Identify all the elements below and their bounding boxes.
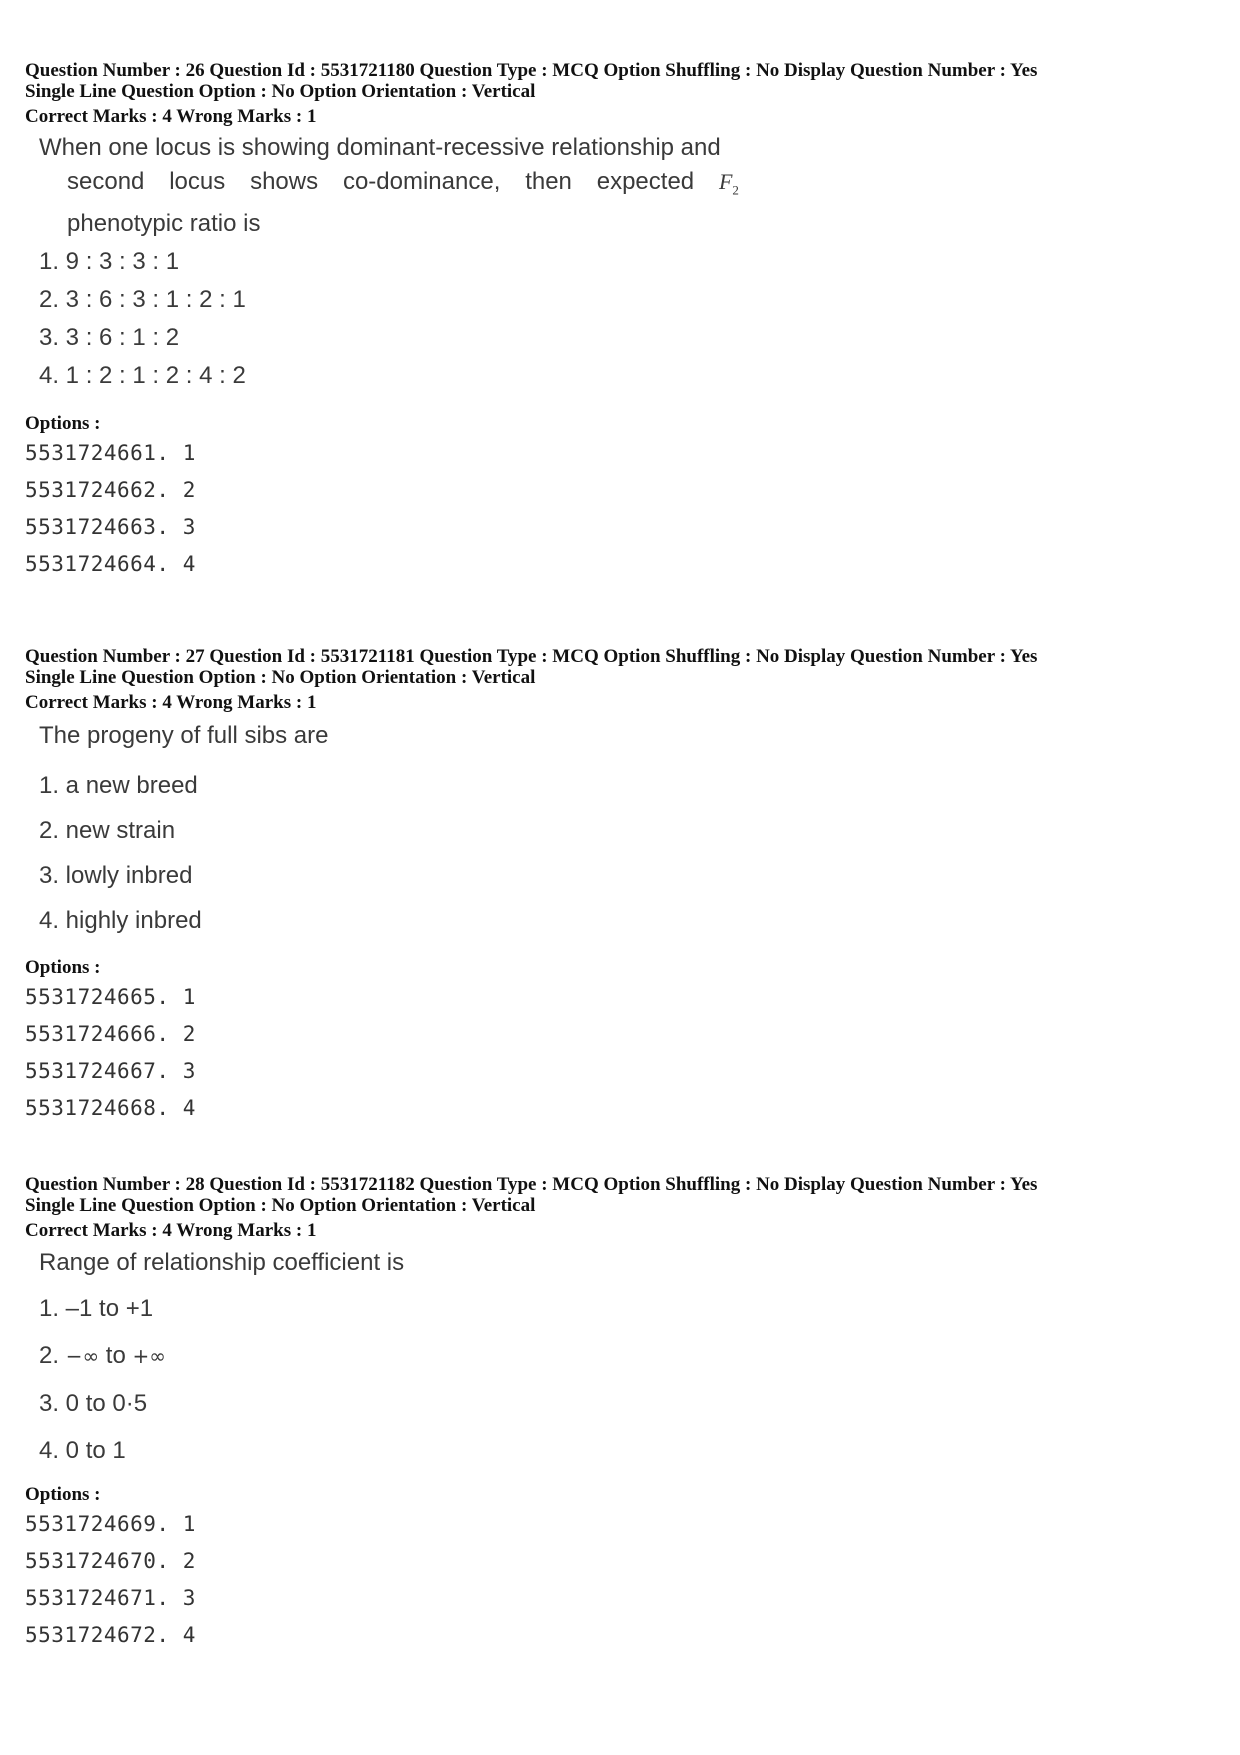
question-text (39, 1245, 1215, 1281)
marks-line: Correct Marks : 4 Wrong Marks : 1 (25, 692, 317, 713)
choice-item: 1. 9 : 3 : 3 : 1 (39, 248, 180, 276)
word: locus (169, 168, 226, 195)
question-text-line-2 (39, 165, 739, 207)
choice-item: 3. 0 to 0·5 (39, 1390, 148, 1417)
minus-infinity-symbol: −∞ (65, 1344, 100, 1368)
option-item: 5531724666. 2 (25, 1022, 196, 1046)
question-text (39, 717, 1215, 755)
question-text-line-1: Range of relationship coefficient is (39, 1249, 405, 1276)
marks-line: Correct Marks : 4 Wrong Marks : 1 (25, 106, 317, 127)
option-item: 5531724667. 3 (25, 1059, 196, 1083)
question-text-line-1: When one locus is showing dominant-recessive relationship and (39, 134, 721, 161)
options-title: Options : (25, 413, 101, 435)
question-body (39, 717, 1215, 943)
option-item: 5531724664. 4 (25, 552, 196, 577)
option-item: 5531724665. 1 (25, 985, 196, 1009)
options-list (25, 435, 1215, 583)
choice-item: 2. new strain (39, 817, 176, 844)
choice-word: to (105, 1342, 126, 1369)
option-item: 5531724669. 1 (25, 1512, 196, 1536)
choice-item: 1. –1 to +1 (39, 1295, 154, 1322)
choice-item: 2. 3 : 6 : 3 : 1 : 2 : 1 (39, 286, 246, 314)
options-title: Options : (25, 1484, 101, 1505)
question-meta (25, 646, 1215, 713)
meta-line-1: Question Number : 26 Question Id : 5531721180 Question Type : MCQ Option Shuffling : No Display Question Number : Yes (25, 60, 1038, 81)
options-list (25, 1506, 1215, 1654)
word: co-dominance, (342, 168, 501, 195)
marks-line: Correct Marks : 4 Wrong Marks : 1 (25, 1220, 317, 1241)
option-item: 5531724670. 2 (25, 1549, 196, 1573)
choice-item: 4. 1 : 2 : 1 : 2 : 4 : 2 (39, 362, 246, 390)
meta-line-2: Single Line Question Option : No Option Orientation : Vertical (25, 81, 536, 102)
choice-list (39, 763, 1215, 943)
question-meta (25, 1174, 1215, 1241)
question-28 (25, 1174, 1215, 1654)
choice-item: 1. a new breed (39, 772, 198, 799)
word: then (525, 168, 572, 195)
choice-list (39, 243, 1215, 395)
option-item: 5531724668. 4 (25, 1096, 196, 1120)
word: expected (596, 168, 695, 195)
question-body (39, 1245, 1215, 1474)
choice-item (39, 1332, 1215, 1380)
option-item: 5531724662. 2 (25, 478, 196, 503)
option-item: 5531724661. 1 (25, 441, 196, 466)
question-text-line-1: The progeny of full sibs are (39, 722, 329, 749)
meta-line-1: Question Number : 27 Question Id : 5531721181 Question Type : MCQ Option Shuffling : No Display Question Number : Yes (25, 646, 1038, 667)
f2-symbol: $F_2$ (718, 169, 739, 198)
word: shows (250, 168, 319, 195)
question-27 (25, 646, 1215, 1127)
option-item: 5531724672. 4 (25, 1623, 196, 1647)
option-item: 5531724663. 3 (25, 515, 196, 540)
choice-item: 4. highly inbred (39, 907, 202, 934)
question-text-line-3: phenotypic ratio is (67, 210, 261, 238)
meta-line-2: Single Line Question Option : No Option Orientation : Vertical (25, 667, 536, 688)
question-meta (25, 60, 1215, 127)
choice-item: 3. lowly inbred (39, 862, 193, 889)
choice-number: 2. (39, 1342, 60, 1369)
plus-infinity-symbol: +∞ (132, 1344, 166, 1368)
question-text (39, 131, 1215, 241)
word: second (67, 168, 145, 195)
choice-item: 3. 3 : 6 : 1 : 2 (39, 324, 180, 352)
options-list (25, 979, 1215, 1127)
options-title: Options : (25, 957, 101, 978)
meta-line-2: Single Line Question Option : No Option Orientation : Vertical (25, 1195, 536, 1216)
choice-list (39, 1285, 1215, 1474)
choice-item: 4. 0 to 1 (39, 1437, 126, 1464)
question-26 (25, 60, 1215, 583)
question-body (39, 131, 1215, 395)
meta-line-1: Question Number : 28 Question Id : 5531721182 Question Type : MCQ Option Shuffling : No Display Question Number : Yes (25, 1174, 1038, 1195)
option-item: 5531724671. 3 (25, 1586, 196, 1610)
